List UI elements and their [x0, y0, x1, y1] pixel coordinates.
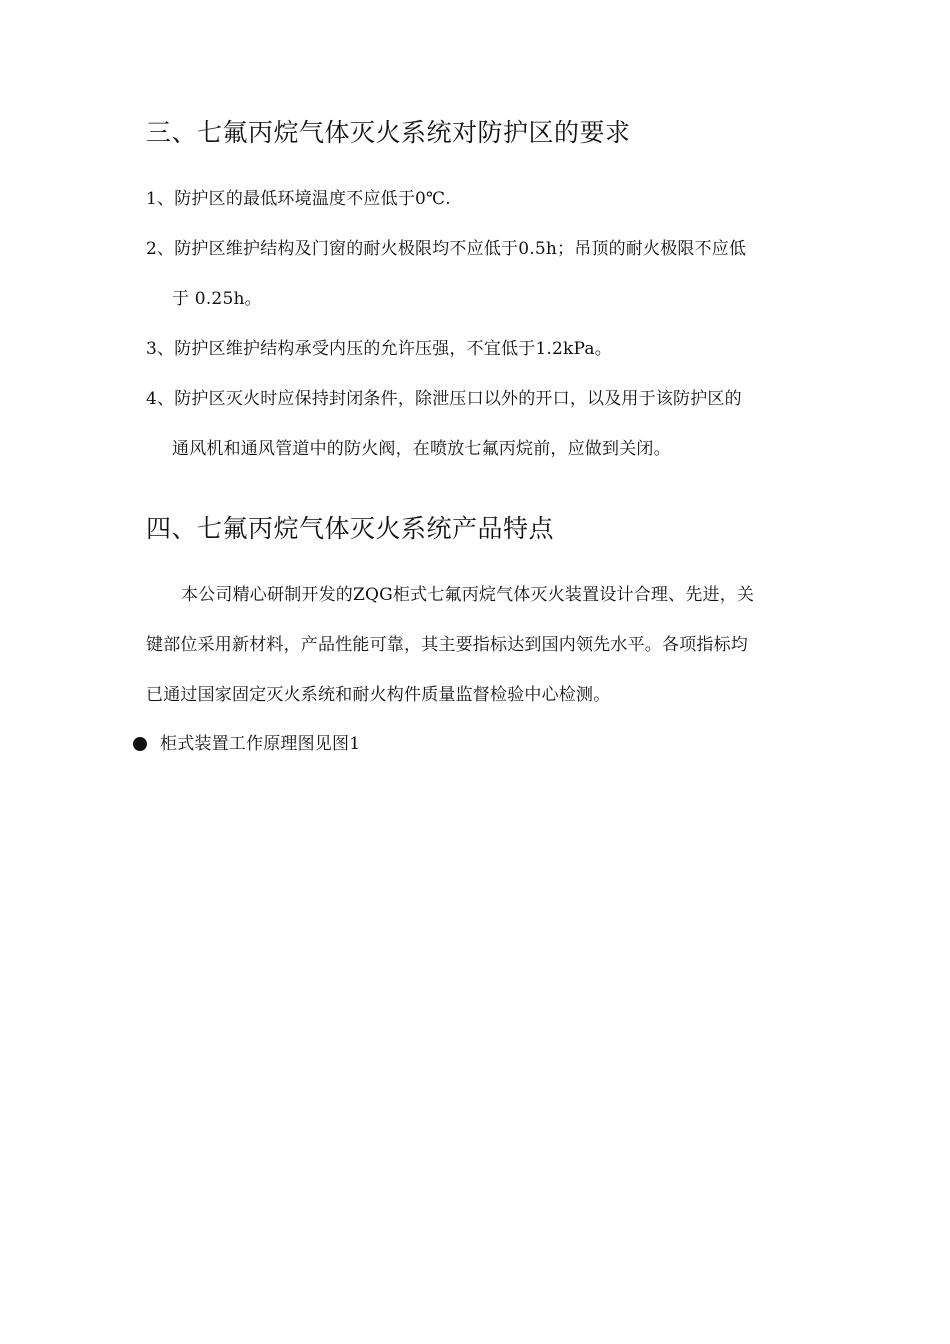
paragraph-line-3: 已通过国家固定灭火系统和耐火构件质量监督检验中心检测。 [146, 685, 611, 705]
item-2-line-2: 于 0.25h。 [172, 289, 262, 309]
paragraph-line-2: 键部位采用新材料，产品性能可靠，其主要指标达到国内领先水平。各项指标均 [146, 635, 748, 655]
item-2-number: 2、 [146, 239, 175, 259]
item-4-text: 防护区灭火时应保持封闭条件，除泄压口以外的开口，以及用于该防护区的 [174, 389, 742, 409]
item-3-number: 3、 [146, 339, 175, 359]
item-4-line-1 [146, 387, 742, 411]
item-4-number: 4、 [146, 389, 175, 409]
item-1-line-1 [146, 187, 451, 211]
item-3-line-1 [146, 337, 612, 361]
paragraph-line-1: 本公司精心研制开发的ZQG柜式七氟丙烷气体灭火装置设计合理、先进，关 [181, 585, 755, 605]
bullet-text: 柜式装置工作原理图见图1 [160, 734, 361, 754]
item-4-line-2: 通风机和通风管道中的防火阀，在喷放七氟丙烷前，应做到关闭。 [172, 439, 671, 459]
bullet-dot-icon [133, 737, 147, 751]
item-1-number: 1、 [146, 189, 175, 209]
item-1-text: 防护区的最低环境温度不应低于0℃. [174, 189, 451, 209]
section-4-heading: 四、七氟丙烷气体灭火系统产品特点 [146, 514, 555, 543]
item-3-text: 防护区维护结构承受内压的允许压强，不宜低于1.2kPa。 [174, 339, 612, 359]
item-2-line-1 [146, 237, 746, 261]
section-3-heading: 三、七氟丙烷气体灭火系统对防护区的要求 [146, 118, 631, 147]
item-2-text: 防护区维护结构及门窗的耐火极限均不应低于0.5h；吊顶的耐火极限不应低 [174, 239, 747, 259]
